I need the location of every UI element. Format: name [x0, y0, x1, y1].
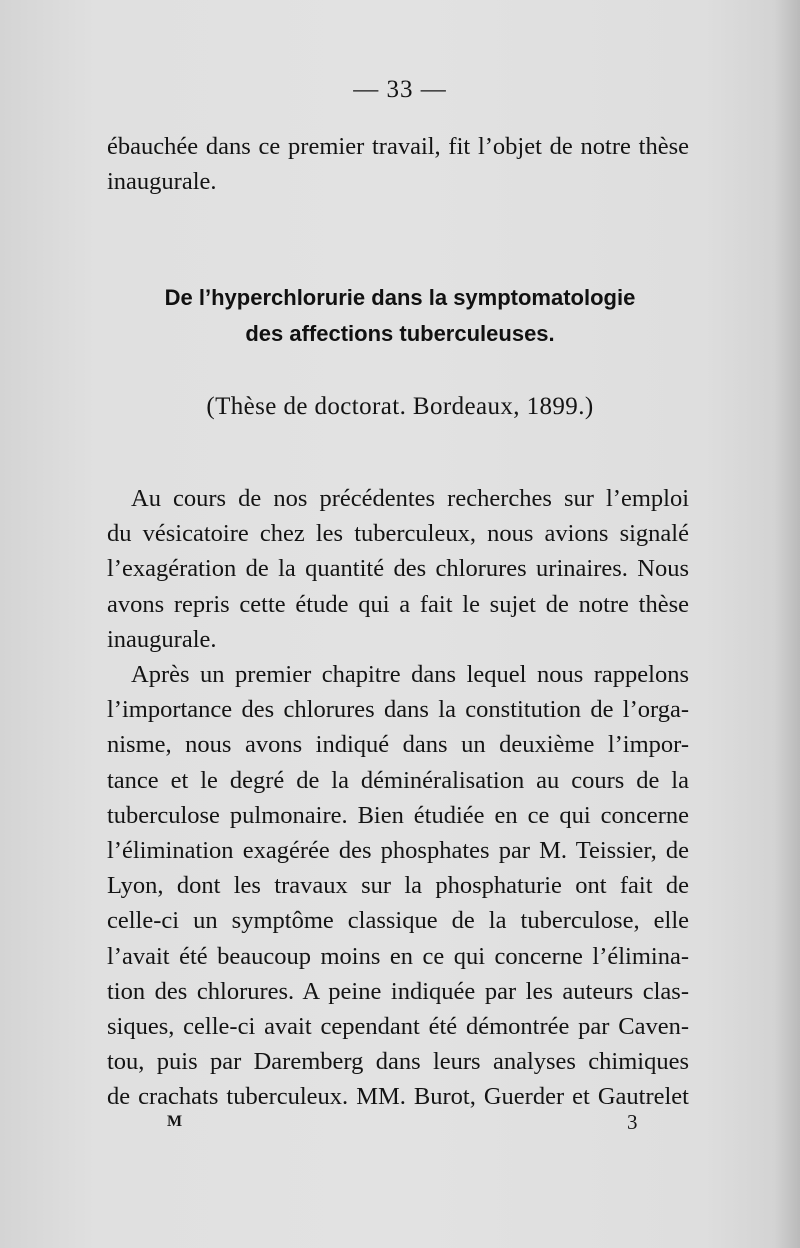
body-paragraph-2: [107, 657, 689, 1114]
section-heading: [0, 280, 800, 352]
page-edge-shadow: [774, 0, 800, 1248]
intro-paragraph: [107, 129, 689, 199]
intro-line: inaugurale.: [107, 168, 217, 196]
body-line: de crachats tuberculeux. MM. Burot, Guerder et Gautrelet: [107, 1083, 689, 1111]
body-line: Au cours de nos précédentes recherches sur l’emploi: [131, 485, 689, 512]
body-line: celle-ci un symptôme classique de la tuberculose, elle: [107, 907, 689, 935]
body-line: l’importance des chlorures dans la constitution de l’orga-: [107, 696, 689, 724]
body-line: tou, puis par Daremberg dans leurs analyses chimiques: [107, 1048, 689, 1076]
body-line: inaugurale.: [107, 625, 217, 653]
body-line: l’avait été beaucoup moins en ce qui concerne l’élimina-: [107, 942, 689, 970]
body-line: siques, celle-ci avait cependant été démontrée par Caven-: [107, 1012, 689, 1040]
body-line: tion des chlorures. A peine indiquée par les auteurs clas-: [107, 977, 689, 1005]
sheet-number: 3: [627, 1110, 638, 1134]
section-heading-line: des affections tuberculeuses.: [245, 321, 555, 346]
body-line: tuberculose pulmonaire. Bien étudiée en ce qui concerne: [107, 801, 689, 829]
body-line: tance et le degré de la déminéralisation au cours de la: [107, 766, 689, 794]
page-number: — 33 —: [353, 76, 447, 103]
body-line: Après un premier chapitre dans lequel nous rappelons: [131, 661, 689, 688]
intro-line: ébauchée dans ce premier travail, fit l’objet de notre thèse: [107, 133, 689, 160]
body-line: l’exagération de la quantité des chlorures urinaires. Nous: [107, 555, 689, 583]
body-paragraph-1: [107, 481, 689, 657]
body-line: du vésicatoire chez les tuberculeux, nous avions signalé: [107, 520, 689, 548]
body-line: Lyon, dont les travaux sur la phosphaturie ont fait de: [107, 872, 689, 900]
body-line: avons repris cette étude qui a fait le sujet de notre thèse: [107, 590, 689, 618]
signature-mark: M: [167, 1113, 183, 1130]
body-line: l’élimination exagérée des phosphates par M. Teissier, de: [107, 836, 689, 864]
section-heading-line: De l’hyperchlorurie dans la symptomatologie: [164, 285, 636, 310]
body-line: nisme, nous avons indiqué dans un deuxième l’impor-: [107, 731, 689, 759]
section-subheading: (Thèse de doctorat. Bordeaux, 1899.): [206, 393, 594, 420]
